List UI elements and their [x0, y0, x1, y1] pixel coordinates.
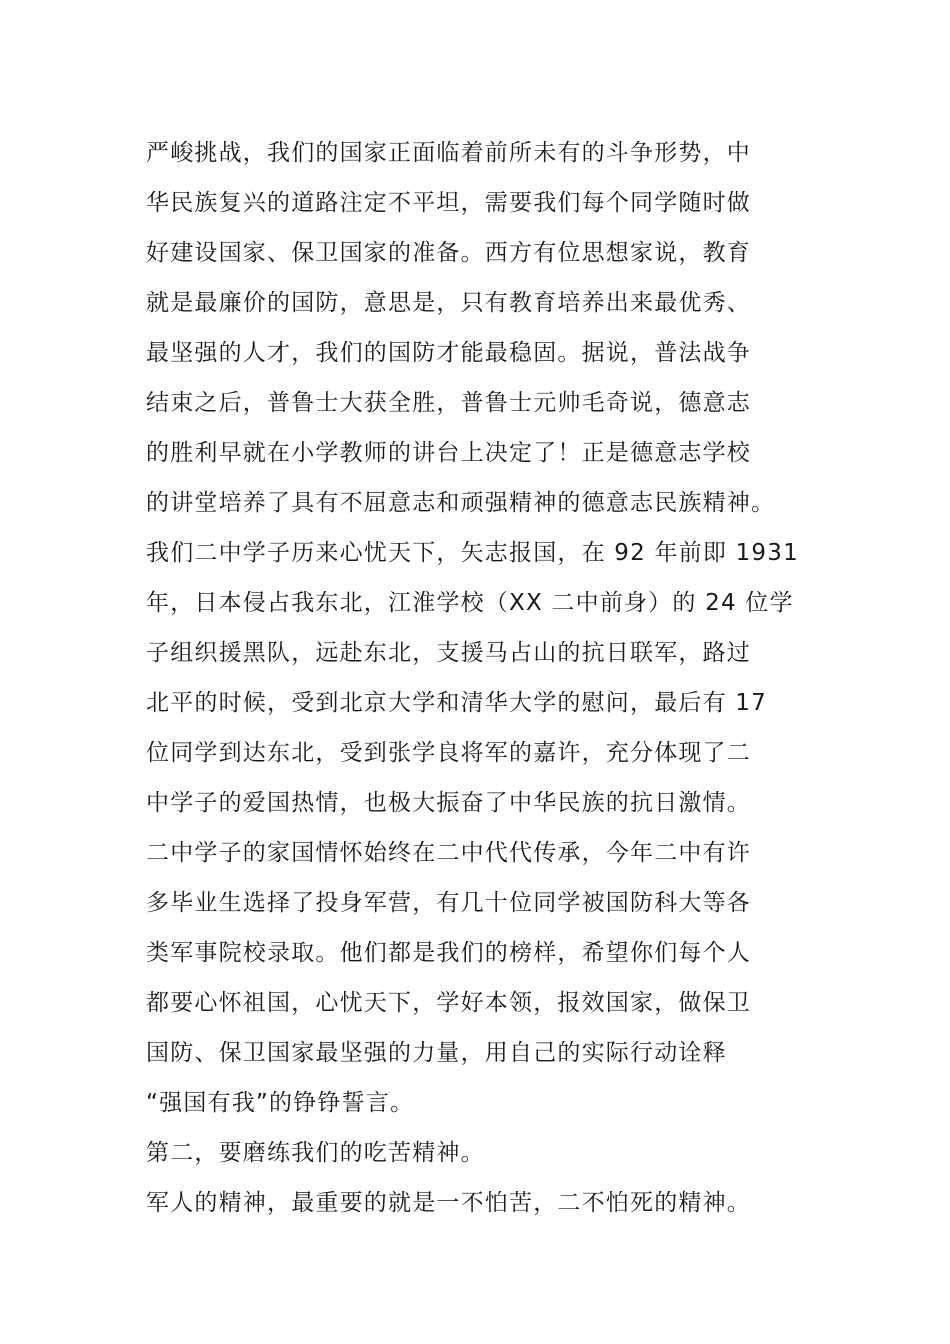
- text-line: 的讲堂培养了具有不屈意志和顽强精神的德意志民族精神。: [146, 490, 776, 516]
- text-line: 二中学子的家国情怀始终在二中代代传承，今年二中有许: [146, 840, 751, 866]
- text-line: “强国有我”的铮铮誓言。: [146, 1090, 415, 1116]
- text-line: 我们二中学子历来心忧天下，矢志报国，在 92 年前即 1931: [146, 540, 799, 566]
- text-line: 华民族复兴的道路注定不平坦，需要我们每个同学随时做: [146, 190, 751, 216]
- body-text: [146, 128, 816, 1228]
- text-line: 位同学到达东北，受到张学良将军的嘉许，充分体现了二: [146, 740, 751, 766]
- text-line: 子组织援黑队，远赴东北，支援马占山的抗日联军，路过: [146, 640, 751, 666]
- text-line: 类军事院校录取。他们都是我们的榜样，希望你们每个人: [146, 940, 751, 966]
- text-line: 北平的时候，受到北京大学和清华大学的慰问，最后有 17: [146, 690, 767, 716]
- text-line: 国防、保卫国家最坚强的力量，用自己的实际行动诠释: [146, 1040, 727, 1066]
- text-line: 都要心怀祖国，心忧天下，学好本领，报效国家，做保卫: [146, 990, 751, 1016]
- text-line: 多毕业生选择了投身军营，有几十位同学被国防科大等各: [146, 890, 751, 916]
- section-heading: 第二，要磨练我们的吃苦精神。: [146, 1140, 485, 1166]
- text-line: 好建设国家、保卫国家的准备。西方有位思想家说，教育: [146, 240, 751, 266]
- text-line: 结束之后，普鲁士大获全胜，普鲁士元帅毛奇说，德意志: [146, 390, 751, 416]
- text-line: 就是最廉价的国防，意思是，只有教育培养出来最优秀、: [146, 290, 751, 316]
- text-line: 严峻挑战，我们的国家正面临着前所未有的斗争形势，中: [146, 140, 751, 166]
- text-line: 年，日本侵占我东北，江淮学校（XX 二中前身）的 24 位学: [146, 590, 794, 616]
- text-line: 最坚强的人才，我们的国防才能最稳固。据说，普法战争: [146, 340, 751, 366]
- text-line: 中学子的爱国热情，也极大振奋了中华民族的抗日激情。: [146, 790, 751, 816]
- text-line: 军人的精神，最重要的就是一不怕苦，二不怕死的精神。: [146, 1190, 751, 1216]
- text-line: 的胜利早就在小学教师的讲台上决定了！正是德意志学校: [146, 440, 751, 466]
